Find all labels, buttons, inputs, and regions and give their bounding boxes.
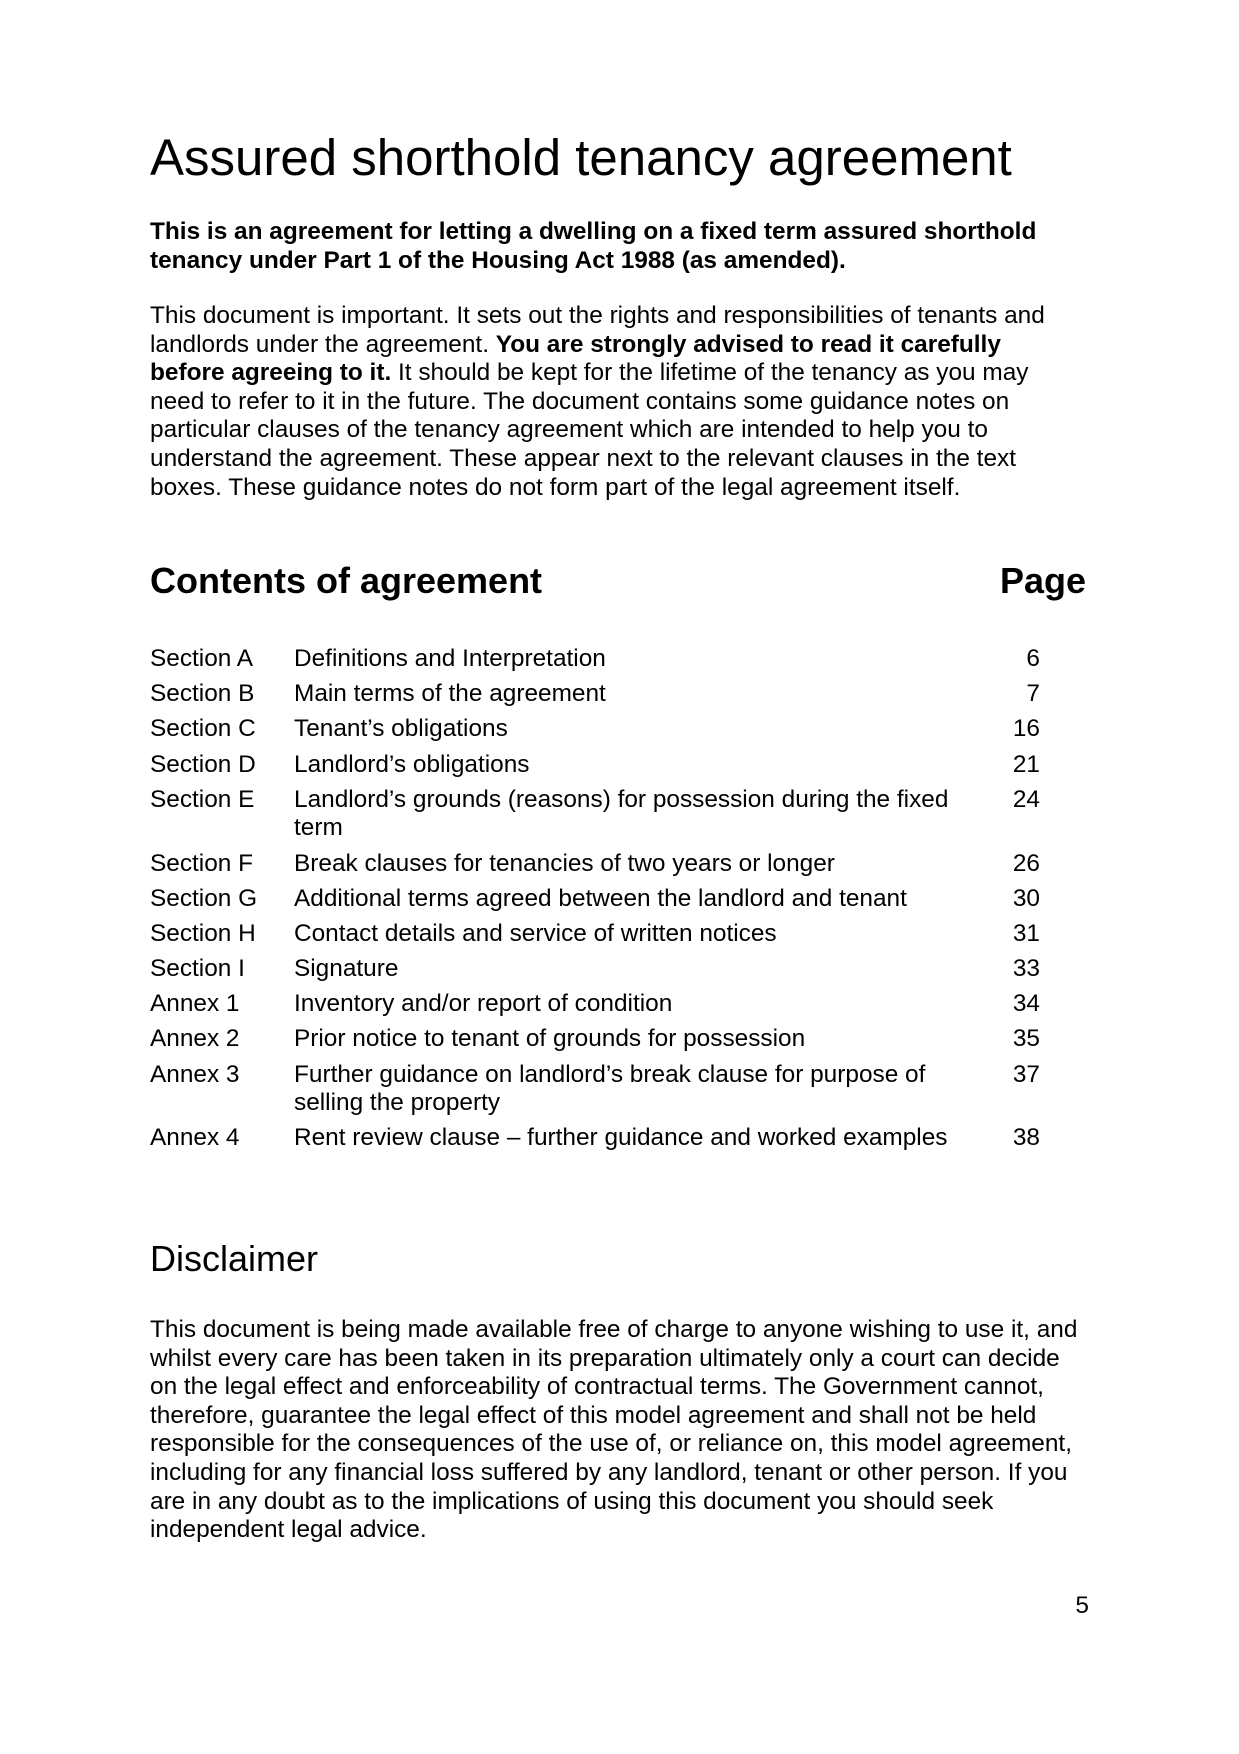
toc-section-title: Definitions and Interpretation — [294, 645, 606, 672]
toc-section-title: Inventory and/or report of condition — [294, 990, 673, 1018]
toc-row-section-i — [150, 955, 1050, 984]
intro-text-part1: This document is important. It sets out the rights and responsibilities of tenants and landlords under the agreement. — [150, 302, 1045, 358]
toc-page-number: 33 — [1012, 955, 1040, 983]
toc-section-label: Section B — [150, 680, 255, 708]
toc-section-title: Main terms of the agreement — [294, 680, 606, 708]
toc-row-section-f — [150, 850, 1050, 879]
intro-text-part2: It should be kept for the lifetime of the tenancy as you may need to refer to it in the future. The document contains some guidance notes on particular clauses of the tenancy agreement which are intended to help you to understand the agreement. These appear next to the relevant clauses in the text boxes. These guidance notes do not form part of the legal agreement itself. — [150, 359, 1029, 501]
toc-page-number: 35 — [1012, 1025, 1040, 1053]
toc-section-label: Annex 3 — [150, 1060, 240, 1088]
toc-page-number: 6 — [1026, 645, 1040, 672]
table-of-contents — [150, 645, 1050, 1160]
toc-page-number: 31 — [1012, 919, 1040, 947]
toc-section-label: Annex 1 — [150, 990, 240, 1018]
toc-page-number: 24 — [1012, 785, 1040, 813]
toc-section-label: Annex 4 — [150, 1124, 240, 1152]
toc-section-title: Further guidance on landlord’s break clause for purpose of selling the property — [294, 1060, 926, 1117]
document-title: Assured shorthold tenancy agreement — [150, 129, 1012, 186]
toc-page-number: 37 — [1012, 1060, 1040, 1088]
toc-section-title: Landlord’s grounds (reasons) for possession during the fixed term — [294, 785, 949, 842]
toc-row-section-c — [150, 715, 1050, 744]
intro-statement: This is an agreement for letting a dwelling on a fixed term assured shorthold tenancy under Part 1 of the Housing Act 1988 (as amended). — [150, 218, 1037, 274]
toc-page-number: 38 — [1012, 1124, 1040, 1152]
toc-section-title: Rent review clause – further guidance and worked examples — [294, 1124, 948, 1152]
toc-section-label: Section F — [150, 849, 254, 877]
intro-paragraph — [150, 302, 1080, 502]
toc-row-section-h — [150, 920, 1050, 949]
contents-page-column-heading: Page — [999, 560, 1086, 601]
toc-page-number: 16 — [1012, 715, 1040, 743]
toc-section-label: Section E — [150, 785, 255, 813]
toc-section-label: Section C — [150, 715, 256, 743]
toc-section-label: Section H — [150, 919, 256, 947]
toc-page-number: 30 — [1012, 884, 1040, 912]
toc-page-number: 21 — [1012, 750, 1040, 778]
toc-section-label: Annex 2 — [150, 1025, 240, 1053]
toc-section-label: Section D — [150, 750, 256, 778]
toc-section-label: Section I — [150, 955, 245, 983]
toc-section-label: Section A — [150, 645, 254, 672]
toc-section-title: Tenant’s obligations — [294, 715, 508, 743]
toc-row-annex-3 — [150, 1061, 1050, 1118]
toc-row-annex-4 — [150, 1124, 1050, 1153]
page-number: 5 — [1075, 1592, 1089, 1619]
toc-row-annex-2 — [150, 1025, 1050, 1054]
toc-row-section-e — [150, 786, 1050, 843]
toc-row-section-a — [150, 645, 1050, 674]
toc-section-title: Additional terms agreed between the landlord and tenant — [294, 884, 907, 912]
toc-section-title: Break clauses for tenancies of two years or longer — [294, 849, 835, 877]
disclaimer-heading: Disclaimer — [150, 1238, 319, 1279]
toc-page-number: 26 — [1012, 849, 1040, 877]
toc-row-section-d — [150, 751, 1050, 780]
toc-section-title: Landlord’s obligations — [294, 750, 530, 778]
toc-section-title: Signature — [294, 955, 399, 983]
toc-row-annex-1 — [150, 990, 1050, 1019]
toc-section-label: Section G — [150, 884, 258, 912]
toc-section-title: Contact details and service of written notices — [294, 919, 777, 947]
toc-page-number: 34 — [1012, 990, 1040, 1018]
toc-row-section-g — [150, 885, 1050, 914]
contents-heading: Contents of agreement — [150, 560, 543, 601]
intro-text-emphasis: You are strongly advised to read it carefully before agreeing to it. — [150, 330, 1001, 387]
toc-page-number: 7 — [1026, 680, 1040, 708]
toc-section-title: Prior notice to tenant of grounds for possession — [294, 1025, 806, 1053]
toc-row-section-b — [150, 680, 1050, 709]
disclaimer-paragraph: This document is being made available free of charge to anyone wishing to use it, and whilst every care has been taken in its preparation ultimately only a court can decide on the legal effect and enforceability of contractual terms. The Government cannot, therefore, guarantee the legal effect of this model agreement and shall not be held responsible for the consequences of the use of, or reliance on, this model agreement, including for any financial loss suffered by any landlord, tenant or other person. If you are in any doubt as to the implications of using this document you should seek independent legal advice. — [150, 1316, 1078, 1544]
